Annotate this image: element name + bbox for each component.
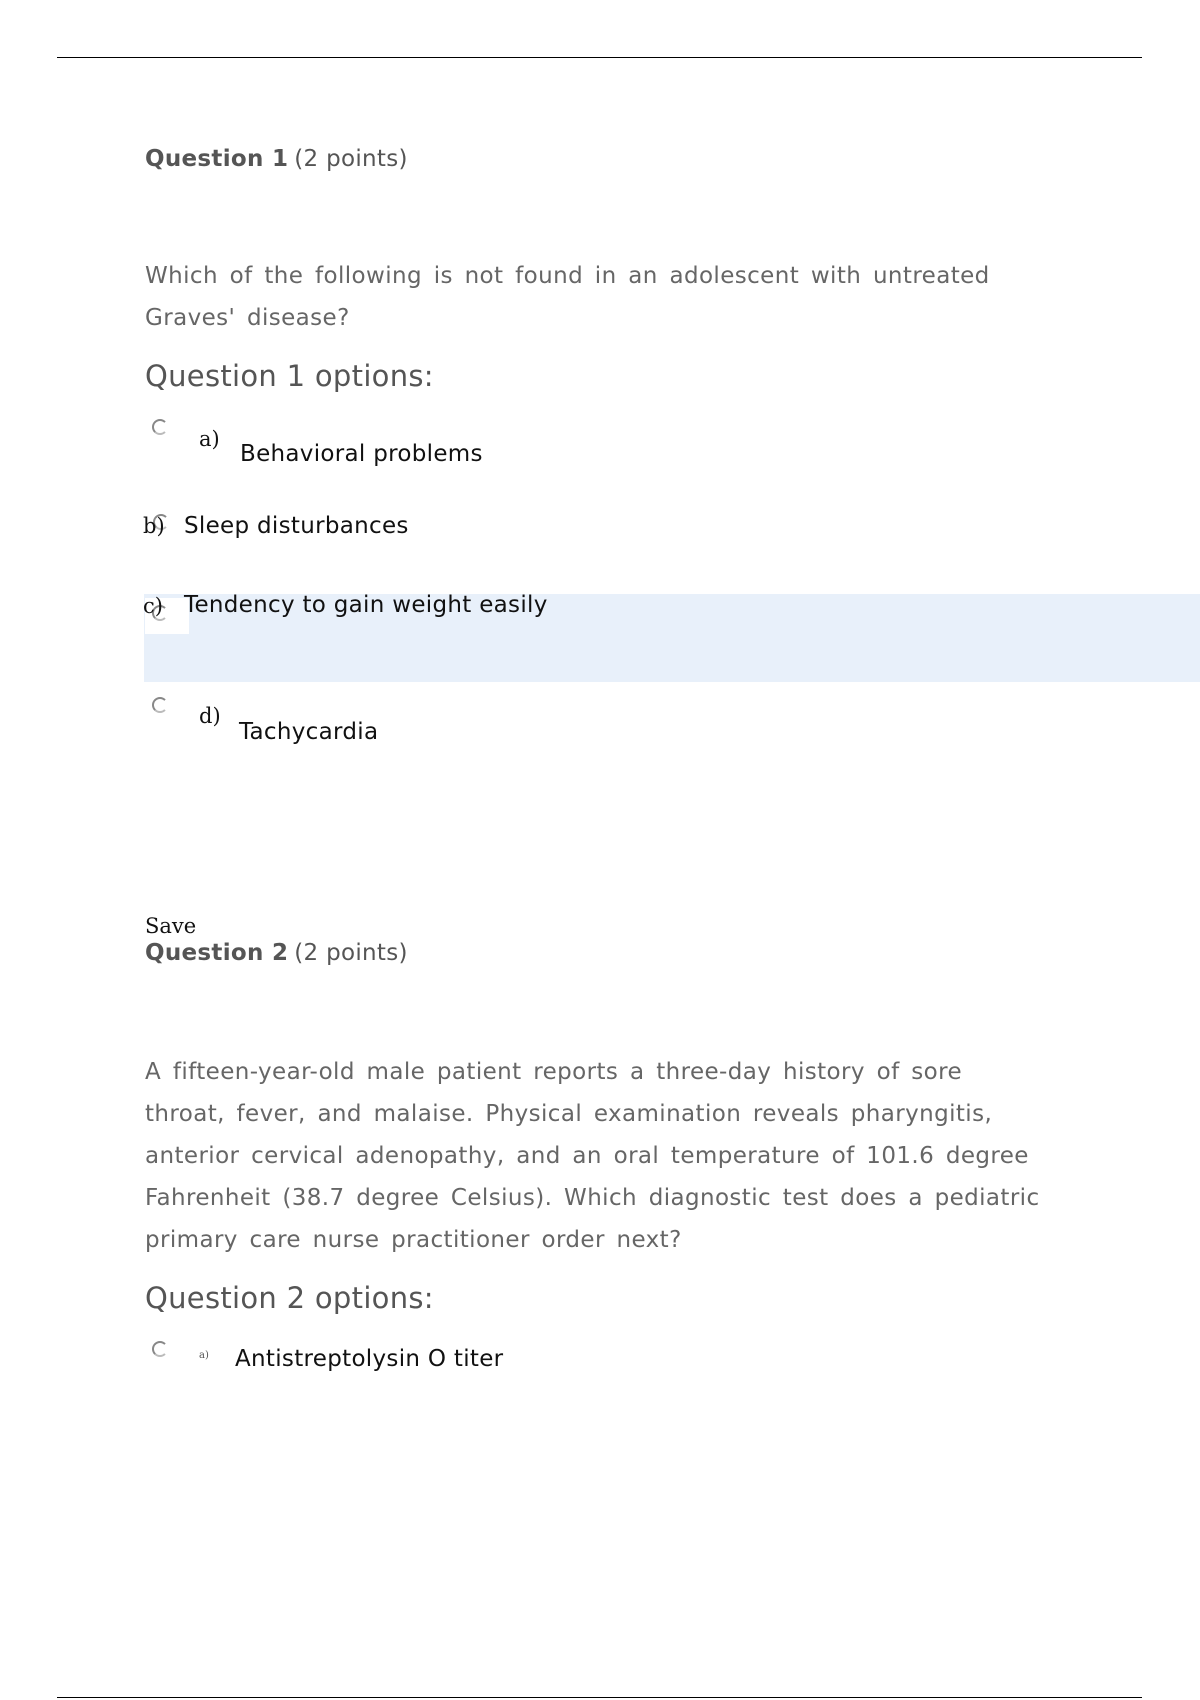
bottom-rule: [57, 1697, 1142, 1698]
option-b-label[interactable]: Sleep disturbances: [184, 513, 409, 539]
question-2-points: (2 points): [294, 940, 408, 966]
question-1-points: (2 points): [294, 146, 408, 172]
question-2-header: [145, 940, 408, 966]
question-1-header: [145, 146, 408, 172]
option-a-label[interactable]: Behavioral problems: [240, 441, 483, 467]
question-1-text: Which of the following is not found in an adolescent with untreated Graves' disease?: [145, 263, 990, 331]
question-2-options-heading: Question 2 options:: [145, 1281, 434, 1315]
option-d-radio[interactable]: [152, 697, 168, 713]
q2-option-a-letter: a): [199, 1350, 209, 1361]
q2-option-a-radio[interactable]: [152, 1341, 168, 1357]
question-1-label: Question 1: [145, 146, 289, 172]
option-d-label[interactable]: Tachycardia: [239, 719, 379, 745]
q2-option-a-label[interactable]: Antistreptolysin O titer: [235, 1346, 504, 1372]
question-2-label: Question 2: [145, 940, 289, 966]
question-1-options-heading: Question 1 options:: [145, 359, 434, 393]
top-rule: [57, 57, 1142, 58]
option-a-radio[interactable]: [152, 419, 168, 435]
option-c-letter: c): [143, 594, 163, 618]
option-c-label[interactable]: Tendency to gain weight easily: [184, 592, 548, 618]
option-b-letter: b): [143, 514, 165, 538]
question-2-text: A fifteen-year-old male patient reports a three-day history of sore throat, fever, and malaise. Physical examination reveals pharyngitis, anterior cervical adenopathy, and an oral temperature of 101.6 degree Fahrenheit (38.7 degree Celsius). Which diagnostic test does a pediatric primary care nurse practitioner order next?: [145, 1059, 1040, 1253]
option-a-letter: a): [199, 427, 220, 451]
save-button[interactable]: Save: [145, 914, 197, 938]
option-d-letter: d): [199, 704, 221, 728]
